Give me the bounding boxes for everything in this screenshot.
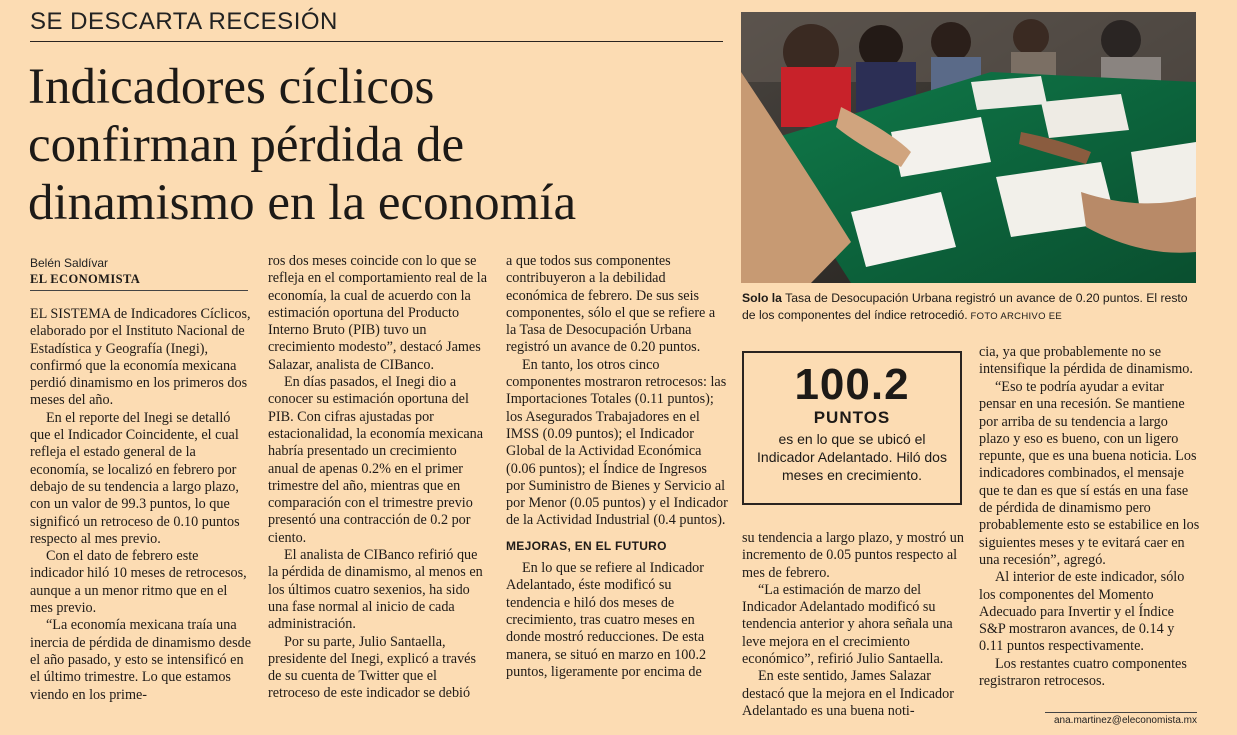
article-column-5 bbox=[979, 379, 1201, 690]
paragraph: “La estimación de marzo del Indicador Adelantado modificó su tendencia anterior y ahora señala una leve mejora en el crecimiento económico”, refirió Julio Santaella. bbox=[742, 581, 953, 668]
headline-line-1: Indicadores cíclicos bbox=[28, 59, 435, 115]
caption-text: Tasa de Desocupación Urbana registró un avance de 0.20 puntos. El resto de los componentes del índice retrocedió. bbox=[742, 291, 1188, 322]
news-photo bbox=[741, 12, 1196, 283]
paragraph: Con el dato de febrero este indicador hiló 10 meses de retrocesos, aunque a un menor ritmo que en el mes previo. bbox=[30, 548, 247, 617]
paragraph: Por su parte, Julio Santaella, presidente del Inegi, explicó a través de su cuenta de Twitter que el retroceso de este indicador se debió bbox=[268, 633, 476, 702]
photo-illustration bbox=[741, 12, 1196, 283]
paragraph: En lo que se refiere al Indicador Adelantado, éste modificó su tendencia e hiló dos meses de crecimiento, tras cuatro meses en donde mostró reducciones. De esta manera, se situó en marzo en 100.2 puntos, ligeramente por encima de bbox=[506, 560, 707, 680]
paragraph: En días pasados, el Inegi dio a conocer su estimación oportuna del PIB. Con cifras ajustadas por estacionalidad, la economía mexicana habría presentado un crecimiento anual de apenas 0.2% en el primer trimestre del año, mientras que en comparación con el trimestre previo presentó una contracción de 0.2 por ciento. bbox=[268, 374, 484, 546]
paragraph: Al interior de este indicador, sólo los componentes del Momento Adecuado para Invertir y el Índice S&P mostraron avances, de 0.14 y 0.11 puntos respectivamente. bbox=[979, 569, 1185, 655]
factbox-description: es en lo que se ubicó el Indicador Adelantado. Hiló dos meses en crecimiento. bbox=[757, 431, 947, 483]
paragraph: su tendencia a largo plazo, y mostró un incremento de 0.05 puntos respecto al mes de febrero. bbox=[742, 530, 964, 581]
byline-outlet: EL ECONOMISTA bbox=[30, 272, 248, 291]
headline bbox=[28, 58, 728, 232]
headline-line-3: dinamismo en la economía bbox=[28, 175, 577, 231]
caption-lead: Solo la bbox=[742, 291, 782, 305]
article-column-3 bbox=[506, 253, 728, 681]
paragraph: a que todos sus componentes contribuyeron a la debilidad económica de febrero. De sus seis componentes, sólo el que se refiere a la Tasa de Desocupación Urbana registró un avance de 0.20 puntos. bbox=[506, 253, 716, 356]
factbox-number: 100.2 bbox=[794, 360, 910, 409]
author-email: ana.martinez@eleconomista.mx bbox=[1045, 712, 1197, 726]
paragraph: El analista de CIBanco refirió que la pérdida de dinamismo, al menos en los últimos cuatro sexenios, ha sido una fase normal al inicio de cada administración. bbox=[268, 547, 483, 633]
article-column-4 bbox=[742, 530, 964, 720]
article-column-1 bbox=[30, 306, 252, 704]
paragraph: Los restantes cuatro componentes registraron retrocesos. bbox=[979, 655, 1187, 690]
paragraph: En el reporte del Inegi se detalló que el Indicador Coincidente, el cual refleja el estado general de la economía, se localizó en febrero por debajo de su tendencia a largo plazo, con un valor de 99.3 puntos, lo que significó un retroceso de 0.10 puntos respecto al mes previo. bbox=[30, 409, 240, 547]
paragraph: “La economía mexicana traía una inercia de pérdida de dinamismo desde el año pasado, y esto se intensificó en el último trimestre. Lo que estamos viendo en los prime- bbox=[30, 617, 252, 703]
article-column-5-top bbox=[979, 344, 1201, 379]
paragraph: ros dos meses coincide con lo que se refleja en el comportamiento real de la economía, la cual de acuerdo con la estimación oportuna del Producto Interno Bruto (PIB) tuvo un crecimiento modesto”, destacó James Salazar, analista de CIBanco. bbox=[268, 253, 488, 373]
section-kicker: SE DESCARTA RECESIÓN bbox=[30, 6, 723, 42]
paragraph: En este sentido, James Salazar destacó que la mejora en el Indicador Adelantado es una buena noti- bbox=[742, 668, 954, 719]
headline-line-2: confirman pérdida de bbox=[28, 117, 465, 173]
photo-credit: FOTO ARCHIVO EE bbox=[967, 311, 1062, 322]
factbox-unit: PUNTOS bbox=[813, 408, 891, 427]
paragraph: EL SISTEMA de Indicadores Cíclicos, elaborado por el Instituto Nacional de Estadística y Geografía (Inegi), confirmó que la economía mexicana perdió dinamismo en los primeros dos meses del año. bbox=[30, 306, 251, 409]
byline-author: Belén Saldívar bbox=[30, 256, 109, 270]
article-column-2 bbox=[268, 253, 490, 703]
section-subhead: MEJORAS, EN EL FUTURO bbox=[506, 538, 667, 553]
photo-caption bbox=[742, 290, 1198, 325]
paragraph: En tanto, los otros cinco componentes mostraron retrocesos: las Importaciones Totales (0.11 puntos); los Asegurados Trabajadores en el IMSS (0.09 puntos); el Indicador Global de la Actividad Económica (0.06 puntos); el Índice de Ingresos por Suministro de Bienes y Servicio al por Menor (0.05 puntos) y el Indicador de la Actividad Industrial (0.4 puntos). bbox=[506, 356, 728, 529]
highlight-factbox bbox=[742, 351, 962, 505]
paragraph: “Eso te podría ayudar a evitar pensar en una recesión. Se mantiene por arriba de su tendencia a largo plazo y eso es bueno, con un ligero repunte, que es una buena noticia. Los indicadores combinados, el mensaje que te dan es que sí estás en una fase de pérdida de dinamismo pero probablemente esto se estabilice en los siguientes meses y te evitará caer en una recesión”, agregó. bbox=[979, 379, 1200, 568]
paragraph: cia, ya que probablemente no se intensifique la pérdida de dinamismo. bbox=[979, 344, 1193, 378]
